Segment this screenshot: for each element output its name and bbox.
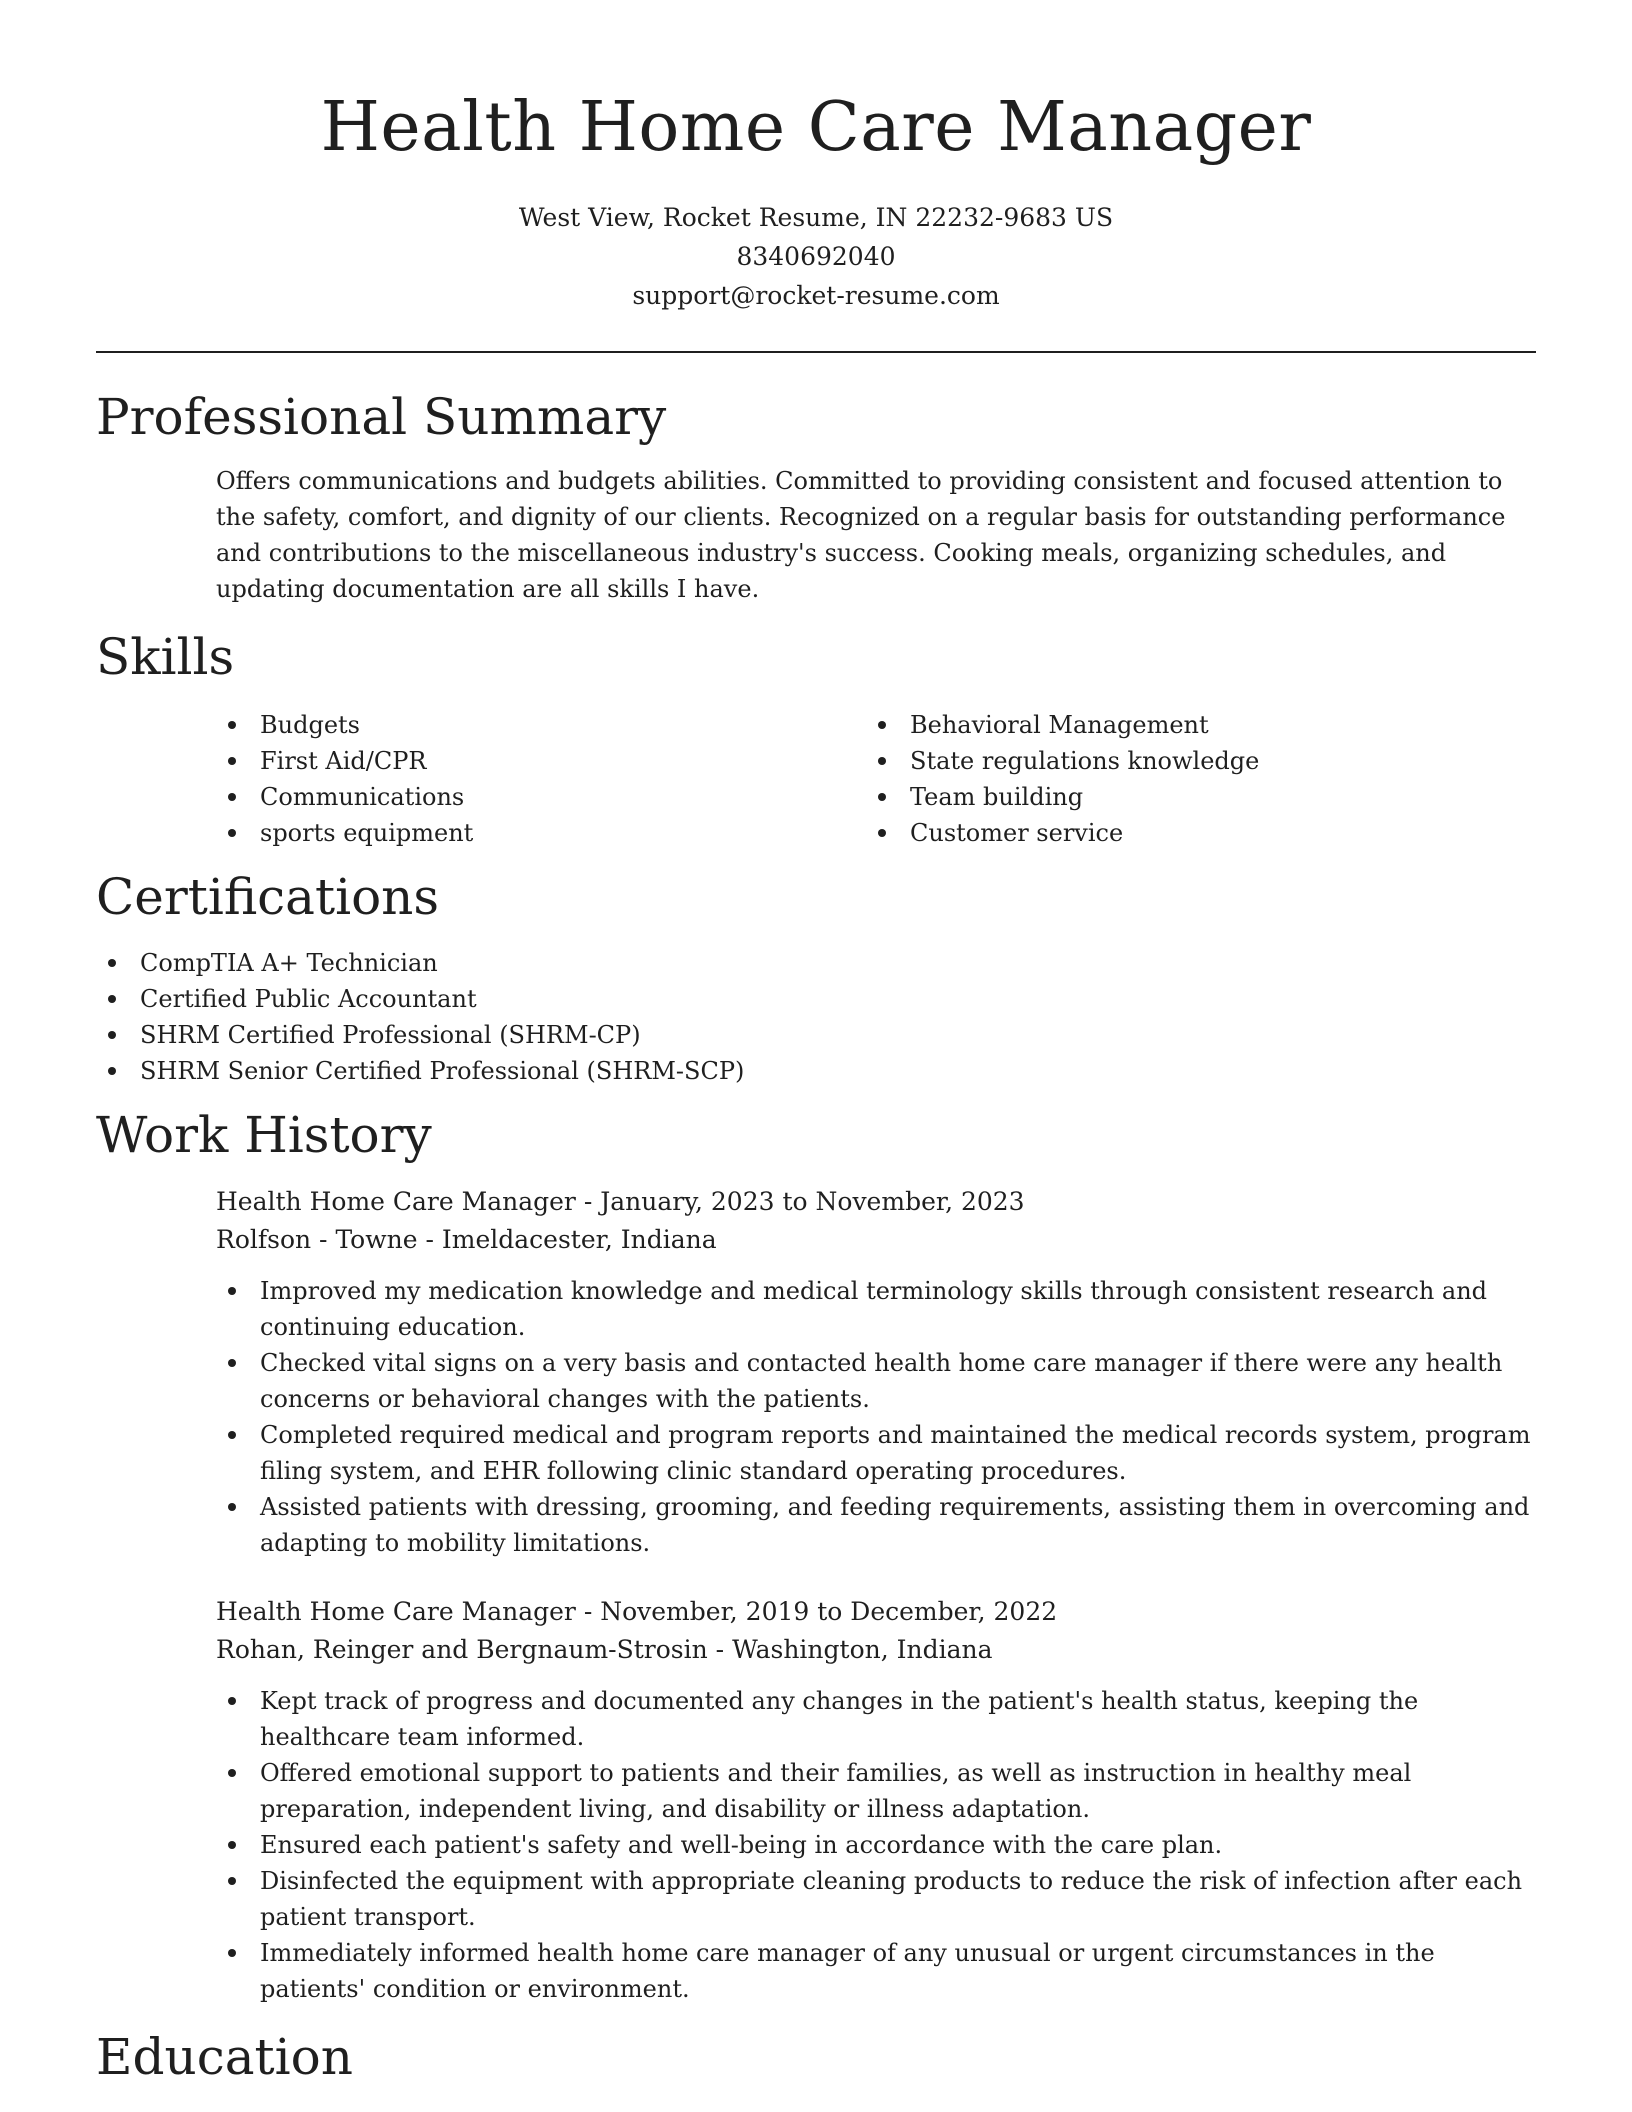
list-item: Immediately informed health home care manager of any unusual or urgent circumstances in the patients' condition or environment. <box>216 1935 1536 2007</box>
list-item: Offered emotional support to patients and their families, as well as instruction in healthy meal preparation, independent living, and disability or illness adaptation. <box>216 1755 1536 1827</box>
list-item: Customer service <box>866 815 1516 851</box>
list-item: Budgets <box>216 707 866 743</box>
job-employer: Rohan, Reinger and Bergnaum-Strosin - Washington, Indiana <box>216 1635 993 1664</box>
skills-list-left <box>216 707 866 851</box>
resume-header <box>96 0 1536 315</box>
list-item: First Aid/CPR <box>216 743 866 779</box>
bullet-icon <box>228 1359 236 1367</box>
summary-section <box>96 387 1536 607</box>
bullet-icon <box>228 1287 236 1295</box>
job-duties <box>216 1683 1536 2007</box>
skills-grid <box>216 707 1536 851</box>
list-item: Checked vital signs on a very basis and contacted health home care manager if there were any health concerns or behavioral changes with the patients. <box>216 1345 1536 1417</box>
phone-number: 8340692040 <box>736 242 896 271</box>
skills-title: Skills <box>96 628 235 686</box>
education-section <box>96 2027 1536 2087</box>
bullet-icon <box>878 829 886 837</box>
bullet-icon <box>108 959 116 967</box>
skills-list-right <box>866 707 1516 851</box>
summary-title: Professional Summary <box>96 388 667 446</box>
bullet-icon <box>108 995 116 1003</box>
job-heading: Health Home Care Manager - November, 2019 to December, 2022 <box>216 1597 1058 1626</box>
bullet-icon <box>228 1697 236 1705</box>
address-line: West View, Rocket Resume, IN 22232-9683 US <box>518 203 1114 232</box>
email-address: support@rocket-resume.com <box>632 281 1000 310</box>
bullet-icon <box>228 1431 236 1439</box>
list-item: Completed required medical and program reports and maintained the medical records system, program filing system, and EHR following clinic standard operating procedures. <box>216 1417 1536 1489</box>
list-item: Improved my medication knowledge and medical terminology skills through consistent research and continuing education. <box>216 1273 1536 1345</box>
list-item: CompTIA A+ Technician <box>96 945 1536 981</box>
bullet-icon <box>228 1949 236 1957</box>
list-item: Behavioral Management <box>866 707 1516 743</box>
certifications-list <box>96 945 1536 1089</box>
summary-text: Offers communications and budgets abilities. Committed to providing consistent and focused attention to the safety, comfort, and dignity of our clients. Recognized on a regular basis for outstanding performance and contributions to the miscellaneous industry's success. Cooking meals, organizing schedules, and updating documentation are all skills I have. <box>216 467 1506 603</box>
skills-section <box>96 627 1536 851</box>
bullet-icon <box>228 1503 236 1511</box>
list-item: Kept track of progress and documented any changes in the patient's health status, keeping the healthcare team informed. <box>216 1683 1536 1755</box>
bullet-icon <box>228 1841 236 1849</box>
list-item: Team building <box>866 779 1516 815</box>
contact-info <box>96 198 1536 315</box>
bullet-icon <box>228 757 236 765</box>
candidate-name: Health Home Care Manager <box>320 88 1312 167</box>
resume-page <box>96 0 1536 2087</box>
list-item: Communications <box>216 779 866 815</box>
bullet-icon <box>108 1067 116 1075</box>
list-item: SHRM Certified Professional (SHRM-CP) <box>96 1017 1536 1053</box>
bullet-icon <box>228 721 236 729</box>
bullet-icon <box>878 757 886 765</box>
job-entry <box>216 1183 1536 1561</box>
list-item: sports equipment <box>216 815 866 851</box>
work-title: Work History <box>96 1106 432 1164</box>
list-item: Certified Public Accountant <box>96 981 1536 1017</box>
list-item: Assisted patients with dressing, grooming, and feeding requirements, assisting them in overcoming and adapting to mobility limitations. <box>216 1489 1536 1561</box>
bullet-icon <box>228 1769 236 1777</box>
bullet-icon <box>228 829 236 837</box>
certifications-title: Certifications <box>96 868 440 926</box>
bullet-icon <box>228 793 236 801</box>
bullet-icon <box>228 1877 236 1885</box>
header-divider <box>96 351 1536 353</box>
job-employer: Rolfson - Towne - Imeldacester, Indiana <box>216 1225 717 1254</box>
job-heading: Health Home Care Manager - January, 2023 to November, 2023 <box>216 1187 1025 1216</box>
list-item: State regulations knowledge <box>866 743 1516 779</box>
job-duties <box>216 1273 1536 1561</box>
certifications-section <box>96 867 1536 1089</box>
bullet-icon <box>108 1031 116 1039</box>
list-item: SHRM Senior Certified Professional (SHRM-SCP) <box>96 1053 1536 1089</box>
bullet-icon <box>878 793 886 801</box>
work-section <box>96 1105 1536 2007</box>
bullet-icon <box>878 721 886 729</box>
list-item: Disinfected the equipment with appropriate cleaning products to reduce the risk of infection after each patient transport. <box>216 1863 1536 1935</box>
list-item: Ensured each patient's safety and well-being in accordance with the care plan. <box>216 1827 1536 1863</box>
job-entry <box>216 1593 1536 2007</box>
education-title: Education <box>96 2028 353 2086</box>
